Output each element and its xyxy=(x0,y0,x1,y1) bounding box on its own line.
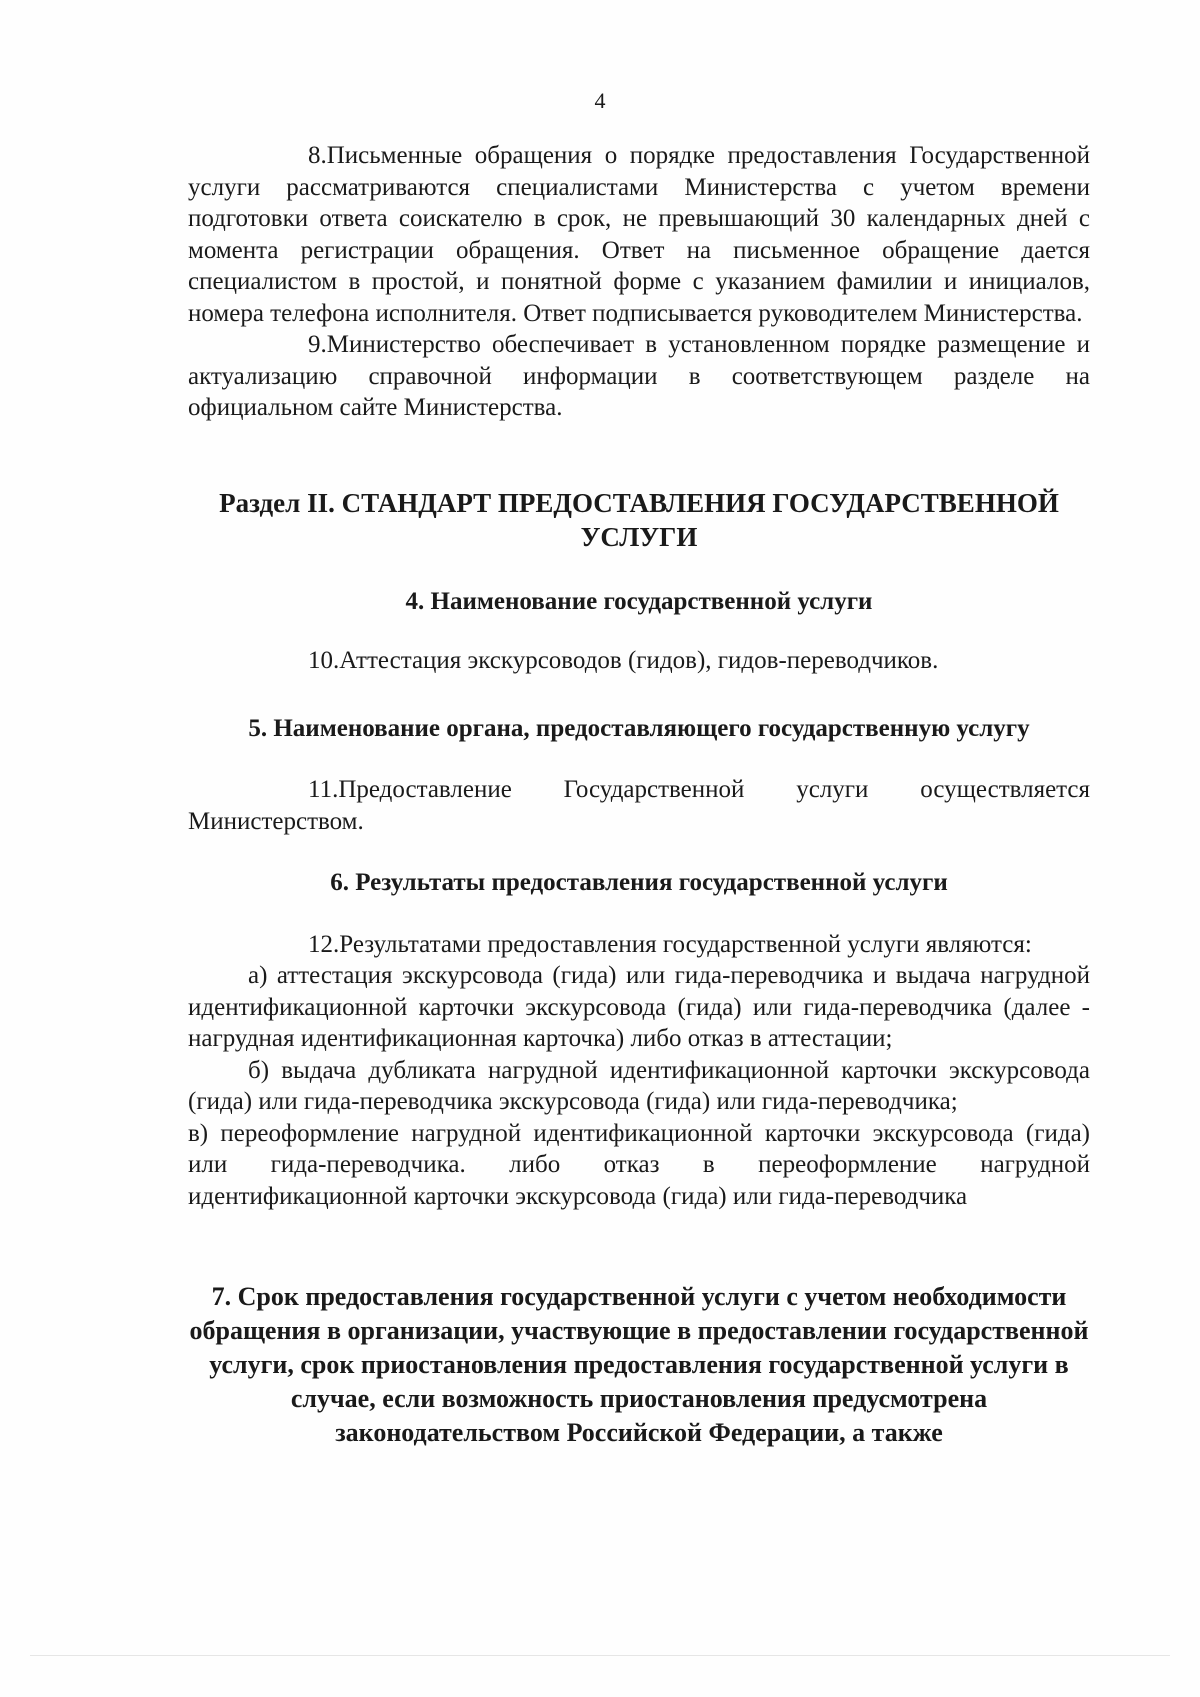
paragraph-12 xyxy=(188,929,1090,961)
paragraph-text: Министерство обеспечивает в установленном порядке размещение и актуализацию справочной информации в соответствующем разделе на официальном сайте Министерства. xyxy=(188,331,1090,421)
document-body xyxy=(188,140,1090,1472)
paragraph-number: 11. xyxy=(308,776,339,803)
paragraph-number: 12. xyxy=(308,930,340,958)
heading-4: 4. Наименование государственной услуги xyxy=(405,587,873,615)
paragraph-9 xyxy=(188,329,1090,424)
scan-edge-line xyxy=(30,1655,1170,1656)
paragraph-number: 9. xyxy=(308,331,327,358)
paragraph-text: Предоставление Государственной услуги осуществляется Министерством. xyxy=(188,776,1090,835)
paragraph-text: Результатами предоставления государственной услуги являются: xyxy=(339,930,1032,958)
paragraph-text: Аттестация экскурсоводов (гидов), гидов-переводчиков. xyxy=(339,647,939,674)
list-item-b: б) выдача дубликата нагрудной идентификационной карточки экскурсовода (гида) или гида-переводчика экскурсовода (гида) или гида-переводчика; xyxy=(188,1056,1090,1115)
paragraph-number: 10. xyxy=(308,647,340,674)
heading-6: 6. Результаты предоставления государственной услуги xyxy=(330,869,948,896)
paragraph-number: 8. xyxy=(308,142,327,169)
paragraph-11 xyxy=(188,774,1090,837)
heading-5: 5. Наименование органа, предоставляющего государственную услугу xyxy=(248,714,1030,742)
paragraph-text: Письменные обращения о порядке предоставления Государственной услуги рассматриваются специалистами Министерства с учетом времени подготовки ответа соискателю в срок, не превышающий 30 календарных дней с момента регистрации обращения. Ответ на письменное обращение дается специалистом в простой, и понятной форме с указанием фамилии и инициалов, номера телефона исполнителя. Ответ подписывается руководителем Министерства. xyxy=(188,142,1090,327)
list-item-v: в) переоформление нагрудной идентификационной карточки экскурсовода (гида) или гида-переводчика. либо отказ в переоформление нагрудной идентификационной карточки экскурсовода (гида) или гида-переводчика xyxy=(188,1119,1090,1210)
list-item-a: а) аттестация экскурсовода (гида) или гида-переводчика и выдача нагрудной идентификационной карточки экскурсовода (гида) или гида-переводчика (далее - нагрудная идентификационная карточка) либо отказ в аттестации; xyxy=(188,962,1090,1052)
heading-7: 7. Срок предоставления государственной услуги с учетом необходимости обращения в организации, участвующие в предоставлении государственной услуги, срок приостановления предоставления государственной услуги в случае, если возможность приостановления предусмотрена законодательством Российской Федерации, а также xyxy=(189,1282,1089,1447)
page-number: 4 xyxy=(594,88,606,113)
paragraph-10 xyxy=(188,645,1090,677)
paragraph-8 xyxy=(188,140,1090,329)
section-title: Раздел II. СТАНДАРТ ПРЕДОСТАВЛЕНИЯ ГОСУДАРСТВЕННОЙ УСЛУГИ xyxy=(219,487,1059,552)
